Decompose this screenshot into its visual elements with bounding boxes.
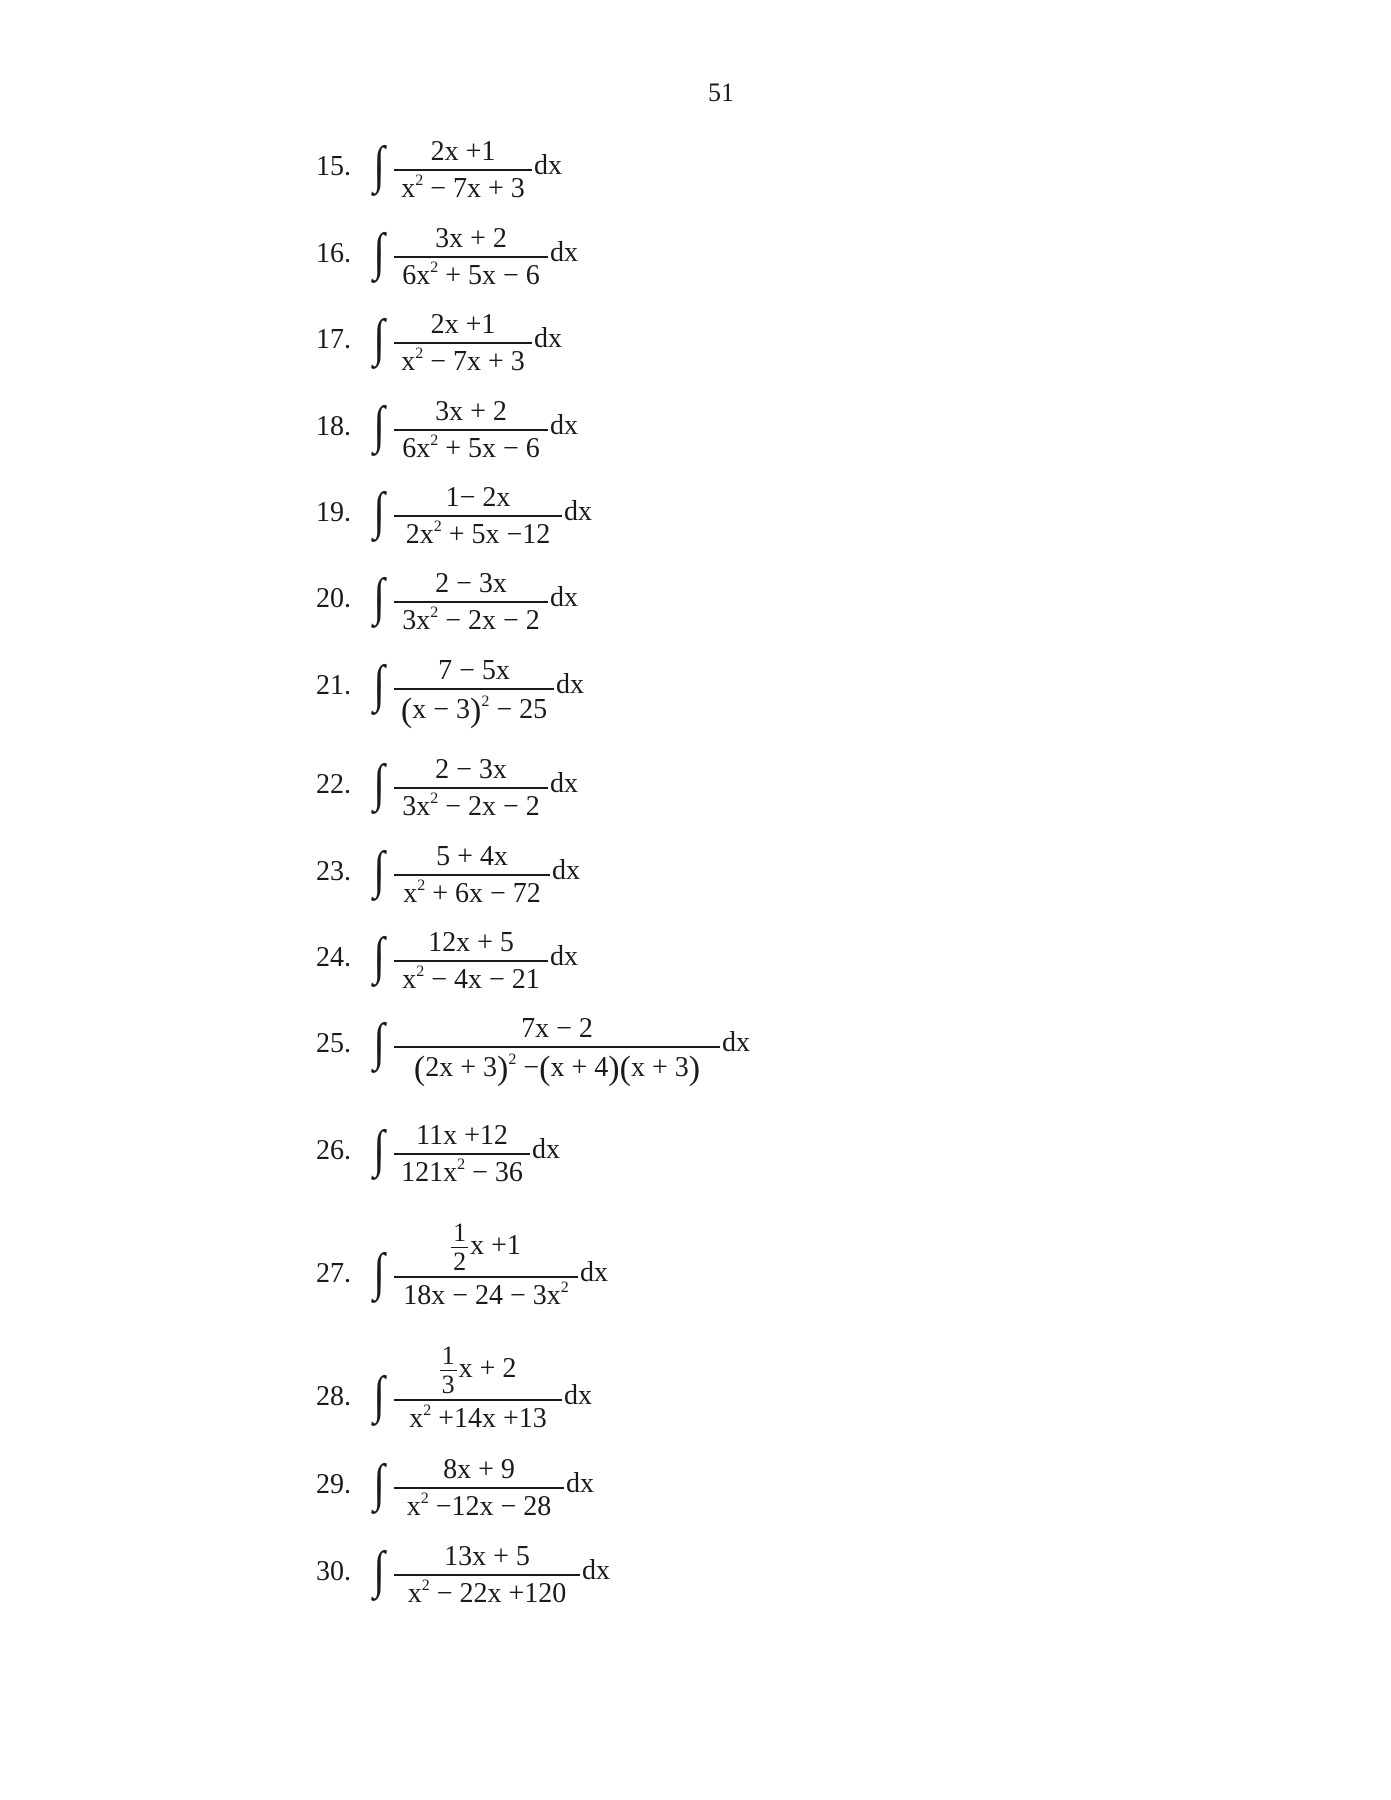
problem-label: 24.	[316, 942, 351, 973]
differential: dx	[550, 941, 578, 972]
denominator: $6x^2 + 5x - 6$	[402, 432, 540, 464]
denominator: $(x - 3)^2 - 25$	[400, 692, 548, 729]
denominator: $x^2 - 7x + 3$	[401, 172, 525, 204]
integral-icon: ∫	[373, 310, 385, 367]
numerator: 7 − 5x	[438, 655, 510, 686]
page-number: 51	[708, 78, 734, 107]
denominator: $18x - 24 - 3x^2$	[403, 1279, 569, 1311]
numerator: 2 − 3x	[435, 568, 507, 599]
integral-icon: ∫	[373, 1367, 385, 1424]
denominator: $6x^2 + 5x - 6$	[402, 259, 540, 291]
fraction-bar	[394, 688, 554, 690]
numerator: 7x − 2	[521, 1013, 593, 1044]
differential: dx	[532, 1134, 560, 1165]
differential: dx	[534, 323, 562, 354]
fraction-bar	[394, 787, 548, 789]
problem-label: 15.	[316, 151, 351, 182]
numerator: 12x + 5	[428, 927, 514, 958]
half-fraction: $\frac{1}{2}$	[453, 1218, 467, 1276]
differential: dx	[722, 1027, 750, 1058]
numerator: 2x +1	[430, 309, 496, 340]
problem-label: 20.	[316, 583, 351, 614]
fraction-bar	[394, 1399, 562, 1401]
denominator: $x^2 - 22x +120$	[407, 1577, 567, 1609]
denominator: $2x^2 + 5x -12$	[405, 518, 551, 550]
integral-icon: ∫	[373, 569, 385, 626]
fraction-bar	[394, 1153, 530, 1155]
integral-icon: ∫	[373, 1542, 385, 1599]
differential: dx	[564, 1380, 592, 1411]
problem-label: 18.	[316, 411, 351, 442]
integral-icon: ∫	[373, 928, 385, 985]
denominator: $x^2 - 7x + 3$	[401, 345, 525, 377]
numerator: 11x +12	[416, 1120, 508, 1151]
differential: dx	[556, 669, 584, 700]
problem-label: 16.	[316, 238, 351, 269]
problem-label: 30.	[316, 1556, 351, 1587]
problem-label: 19.	[316, 497, 351, 528]
denominator: $x^2 +14x +13$	[409, 1402, 547, 1434]
differential: dx	[566, 1468, 594, 1499]
denominator: $x^2 -12x - 28$	[406, 1490, 552, 1522]
differential: dx	[550, 237, 578, 268]
denominator: $121x^2 - 36$	[401, 1156, 523, 1188]
problem-label: 22.	[316, 769, 351, 800]
numerator: 13x + 5	[444, 1541, 530, 1572]
fraction-bar	[394, 960, 548, 962]
fraction-bar	[394, 1046, 720, 1048]
integral-icon: ∫	[373, 1244, 385, 1301]
problem-label: 23.	[316, 856, 351, 887]
differential: dx	[564, 496, 592, 527]
integral-icon: ∫	[373, 224, 385, 281]
numerator: $\frac{1}{3}$ x + 2	[441, 1341, 517, 1399]
differential: dx	[552, 855, 580, 886]
integral-icon: ∫	[373, 1014, 385, 1071]
numerator: $\frac{1}{2}$ x +1	[453, 1218, 521, 1276]
denominator: $(2x + 3)^2 -(x + 4)(x + 3)$	[413, 1050, 701, 1087]
denominator: $3x^2 - 2x - 2$	[402, 604, 540, 636]
integral-icon: ∫	[373, 656, 385, 713]
numerator: 2x +1	[430, 136, 496, 167]
fraction-bar	[394, 1487, 564, 1489]
integral-icon: ∫	[373, 755, 385, 812]
differential: dx	[550, 582, 578, 613]
third-fraction: $\frac{1}{3}$	[441, 1341, 455, 1399]
differential: dx	[582, 1555, 610, 1586]
denominator: $x^2 + 6x - 72$	[403, 877, 541, 909]
problem-label: 28.	[316, 1381, 351, 1412]
problem-label: 26.	[316, 1135, 351, 1166]
differential: dx	[534, 150, 562, 181]
integral-icon: ∫	[373, 483, 385, 540]
denominator: $x^2 - 4x - 21$	[402, 963, 540, 995]
fraction-bar	[394, 256, 548, 258]
integral-icon: ∫	[373, 842, 385, 899]
problem-label: 27.	[316, 1258, 351, 1289]
problem-label: 25.	[316, 1028, 351, 1059]
numerator: 3x + 2	[435, 396, 507, 427]
numerator: 5 + 4x	[436, 841, 508, 872]
denominator: $3x^2 - 2x - 2$	[402, 790, 540, 822]
fraction-bar	[394, 169, 532, 171]
numerator: 3x + 2	[435, 223, 507, 254]
integral-icon: ∫	[373, 397, 385, 454]
numerator: 2 − 3x	[435, 754, 507, 785]
fraction-bar	[394, 874, 550, 876]
differential: dx	[580, 1257, 608, 1288]
differential: dx	[550, 410, 578, 441]
integral-icon: ∫	[373, 1455, 385, 1512]
fraction-bar	[394, 1574, 580, 1576]
fraction-bar	[394, 342, 532, 344]
fraction-bar	[394, 515, 562, 517]
integral-icon: ∫	[373, 1121, 385, 1178]
problem-label: 17.	[316, 324, 351, 355]
numerator: 8x + 9	[443, 1454, 515, 1485]
integral-icon: ∫	[373, 137, 385, 194]
fraction-bar	[394, 1276, 578, 1278]
fraction-bar	[394, 601, 548, 603]
numerator: 1− 2x	[445, 482, 511, 513]
differential: dx	[550, 768, 578, 799]
fraction-bar	[394, 429, 548, 431]
problem-label: 29.	[316, 1469, 351, 1500]
problem-label: 21.	[316, 670, 351, 701]
